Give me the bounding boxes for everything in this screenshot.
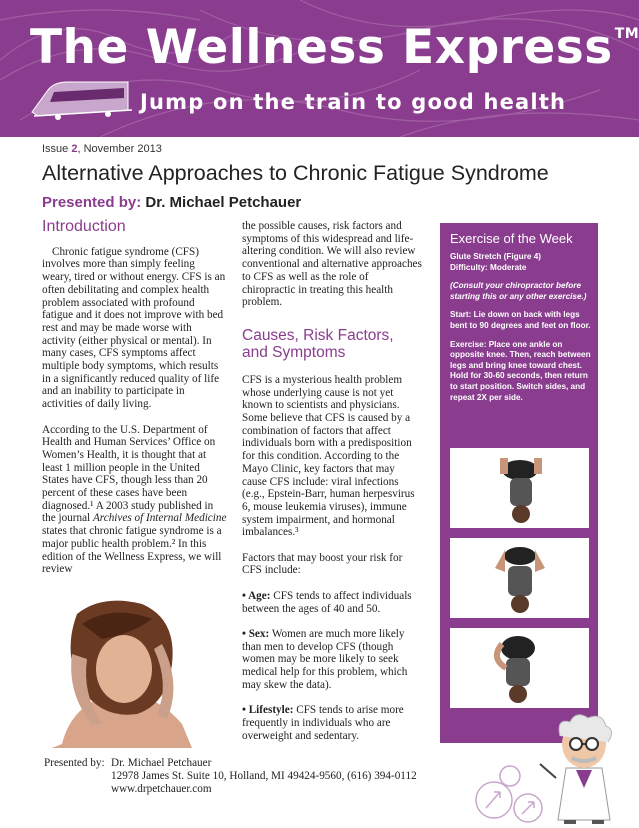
byline-label: Presented by: — [42, 194, 142, 211]
intro-paragraph-2 — [42, 424, 227, 576]
tagline: Jump on the train to good health — [140, 90, 567, 114]
risk-lifestyle-label: • Lifestyle: — [242, 704, 294, 717]
causes-paragraph-1: CFS is a mysterious health problem whose underlying cause is not yet known to scientists and physicians. Some believe that CFS is caused by a combination of factors that affect individuals born with a predisposition for this condition. According to the Mayo Clinic, key factors that may cause CFS include: viral infections (e.g., Epstein-Barr, human herpesvirus 6, mouse leukemia viruses), immune system impairment, and hormonal imbalances.³ — [242, 373, 415, 539]
causes-paragraph-2: Factors that may boost your risk for CFS include: — [242, 551, 403, 577]
intro-continuation: the possible causes, risk factors and symptoms of this widespread and life-altering condition. We will also review conventional and alternative approaches to CFS as well as the role of chiropractic in treating this health problem. — [242, 220, 422, 309]
introduction-heading: Introduction — [42, 218, 126, 235]
exercise-sidebar-title: Exercise of the Week — [450, 231, 573, 246]
footer-name: Dr. Michael Petchauer — [111, 757, 212, 769]
trademark-mark: TM — [614, 26, 639, 42]
train-icon — [28, 76, 138, 122]
exercise-photo-2 — [450, 538, 589, 618]
exercise-steps: Exercise: Place one ankle on opposite knee. Then, reach between legs and bring knee toward chest. Hold for 30-60 seconds, then return to start position. Switch sides, and repeat 2X per side. — [450, 339, 591, 402]
risk-age — [242, 590, 422, 615]
article-title: Alternative Approaches to Chronic Fatigue Syndrome — [42, 161, 549, 185]
exercise-photo-1 — [450, 448, 589, 528]
footer-address: 12978 James St. Suite 10, Holland, MI 49424-9560, (616) 394-0112 — [111, 770, 417, 782]
exercise-consult: (Consult your chiropractor before starting this or any other exercise.) — [450, 281, 587, 301]
risk-sex-text: Women are much more likely than men to develop CFS (though women may be more likely to seek medical help for this problem, which may skew the data). — [242, 627, 408, 691]
journal-title: Archives of Internal Medicine — [92, 512, 227, 525]
footer-lines — [111, 757, 417, 796]
risk-age-label: • Age: — [242, 589, 271, 602]
doctor-mascot-icon — [536, 708, 632, 824]
brand-text: The Wellness Express — [30, 20, 613, 75]
risk-age-text: CFS tends to affect individuals between the ages of 40 and 50. — [242, 589, 412, 615]
newsletter-brand — [30, 20, 639, 75]
causes-heading: Causes, Risk Factors, and Symptoms — [242, 326, 394, 361]
intro-paragraph-1: Chronic fatigue syndrome (CFS) involves more than simply feeling weary, tired or without energy. CFS is an often debilitating and complex health problem associated with profound fatigue and it does not improve with bed rest and may be made worse with activity (either physical or mental). In many cases, CFS symptoms affect multiple body symptoms, which results in a significantly reduced quality of life and an inability to participate in activities of daily living. — [42, 245, 226, 411]
exercise-photo-3 — [450, 628, 589, 708]
issue-prefix: Issue — [42, 143, 69, 155]
issue-date: , November 2013 — [77, 143, 162, 155]
risk-sex-label: • Sex: — [242, 627, 270, 640]
intro-p2-text-b: states that chronic fatigue syndrome is a major public health problem.² In this edition of the Wellness Express, we will review — [42, 525, 222, 576]
exercise-start: Start: Lie down on back with legs bent to 90 degrees and feet on floor. — [450, 310, 591, 330]
column-middle — [242, 220, 422, 755]
exercise-difficulty: Difficulty: Moderate — [450, 262, 527, 272]
exercise-name: Glute Stretch (Figure 4) — [450, 252, 541, 261]
byline — [42, 194, 301, 211]
issue-number: 2 — [71, 143, 78, 155]
byline-name: Dr. Michael Petchauer — [141, 194, 302, 211]
issue-line — [42, 143, 162, 155]
exercise-sidebar — [440, 223, 598, 743]
column-left — [42, 218, 227, 589]
footer-website[interactable]: www.drpetchauer.com — [111, 783, 212, 795]
masthead-banner — [0, 0, 639, 137]
risk-lifestyle — [242, 704, 422, 742]
intro-p2-text-a: According to the U.S. Department of Health and Human Services’ Office on Women’s Health, it is thought that at least 1 million people in the United States have CFS, though less than 20 percent of these cases have been diagnosed.¹ A 2003 study published in the journal — [42, 423, 216, 525]
fatigued-woman-photo — [42, 594, 199, 748]
footer-label: Presented by: — [44, 757, 105, 769]
risk-lifestyle-text: CFS tends to arise more frequently in individuals who are overweight and sedentary. — [242, 704, 404, 742]
exercise-instructions — [450, 252, 592, 411]
risk-sex — [242, 628, 422, 692]
